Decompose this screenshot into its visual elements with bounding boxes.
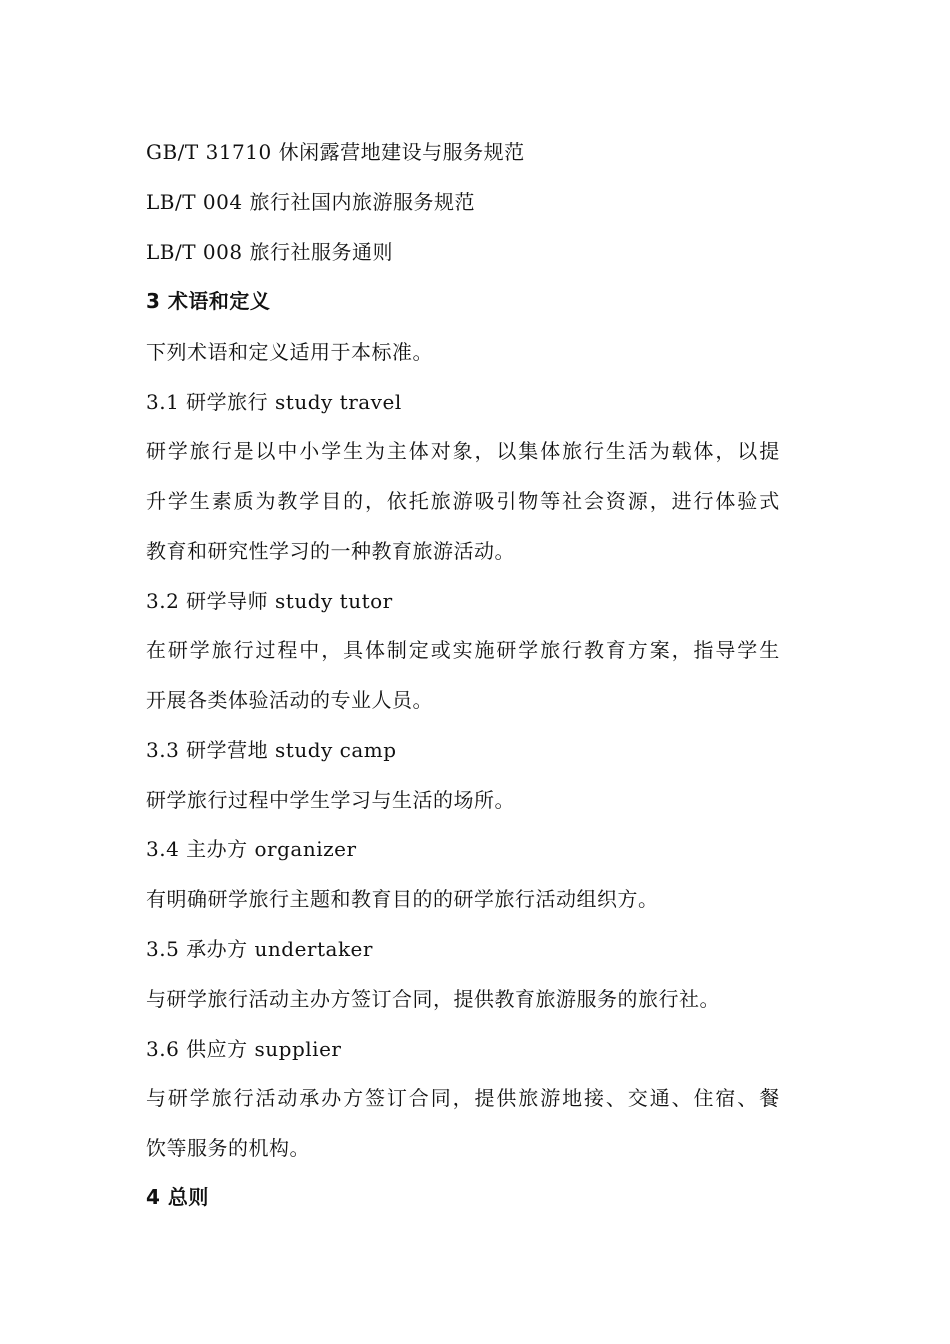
term-definition-line: 与研学旅行活动承办方签订合同，提供旅游地接、交通、住宿、餐 xyxy=(146,1086,782,1110)
term-definition-line: 与研学旅行活动主办方签订合同，提供教育旅游服务的旅行社。 xyxy=(146,987,720,1011)
term-definition-line: 升学生素质为教学目的，依托旅游吸引物等社会资源，进行体验式 xyxy=(146,489,782,513)
section-intro: 下列术语和定义适用于本标准。 xyxy=(146,340,433,364)
term-definition-line: 在研学旅行过程中，具体制定或实施研学旅行教育方案，指导学生 xyxy=(146,638,782,662)
term-title-study-camp: 3.3 研学营地 study camp xyxy=(146,738,397,762)
term-definition-line: 教育和研究性学习的一种教育旅游活动。 xyxy=(146,539,515,563)
term-definition-line: 研学旅行是以中小学生为主体对象，以集体旅行生活为载体，以提 xyxy=(146,439,782,463)
term-title-organizer: 3.4 主办方 organizer xyxy=(146,837,357,861)
term-definition-line: 有明确研学旅行主题和教育目的的研学旅行活动组织方。 xyxy=(146,887,659,911)
term-title-study-tutor: 3.2 研学导师 study tutor xyxy=(146,589,393,613)
reference-gbt-31710: GB/T 31710 休闲露营地建设与服务规范 xyxy=(146,140,525,164)
term-title-undertaker: 3.5 承办方 undertaker xyxy=(146,937,373,961)
section-heading-general: 4 总则 xyxy=(146,1185,209,1209)
term-definition-line: 开展各类体验活动的专业人员。 xyxy=(146,688,433,712)
reference-lbt-008: LB/T 008 旅行社服务通则 xyxy=(146,240,393,264)
reference-lbt-004: LB/T 004 旅行社国内旅游服务规范 xyxy=(146,190,475,214)
term-definition-line: 饮等服务的机构。 xyxy=(146,1136,310,1160)
section-heading-terms: 3 术语和定义 xyxy=(146,289,271,313)
term-title-study-travel: 3.1 研学旅行 study travel xyxy=(146,390,402,414)
term-definition-line: 研学旅行过程中学生学习与生活的场所。 xyxy=(146,788,515,812)
term-title-supplier: 3.6 供应方 supplier xyxy=(146,1037,342,1061)
